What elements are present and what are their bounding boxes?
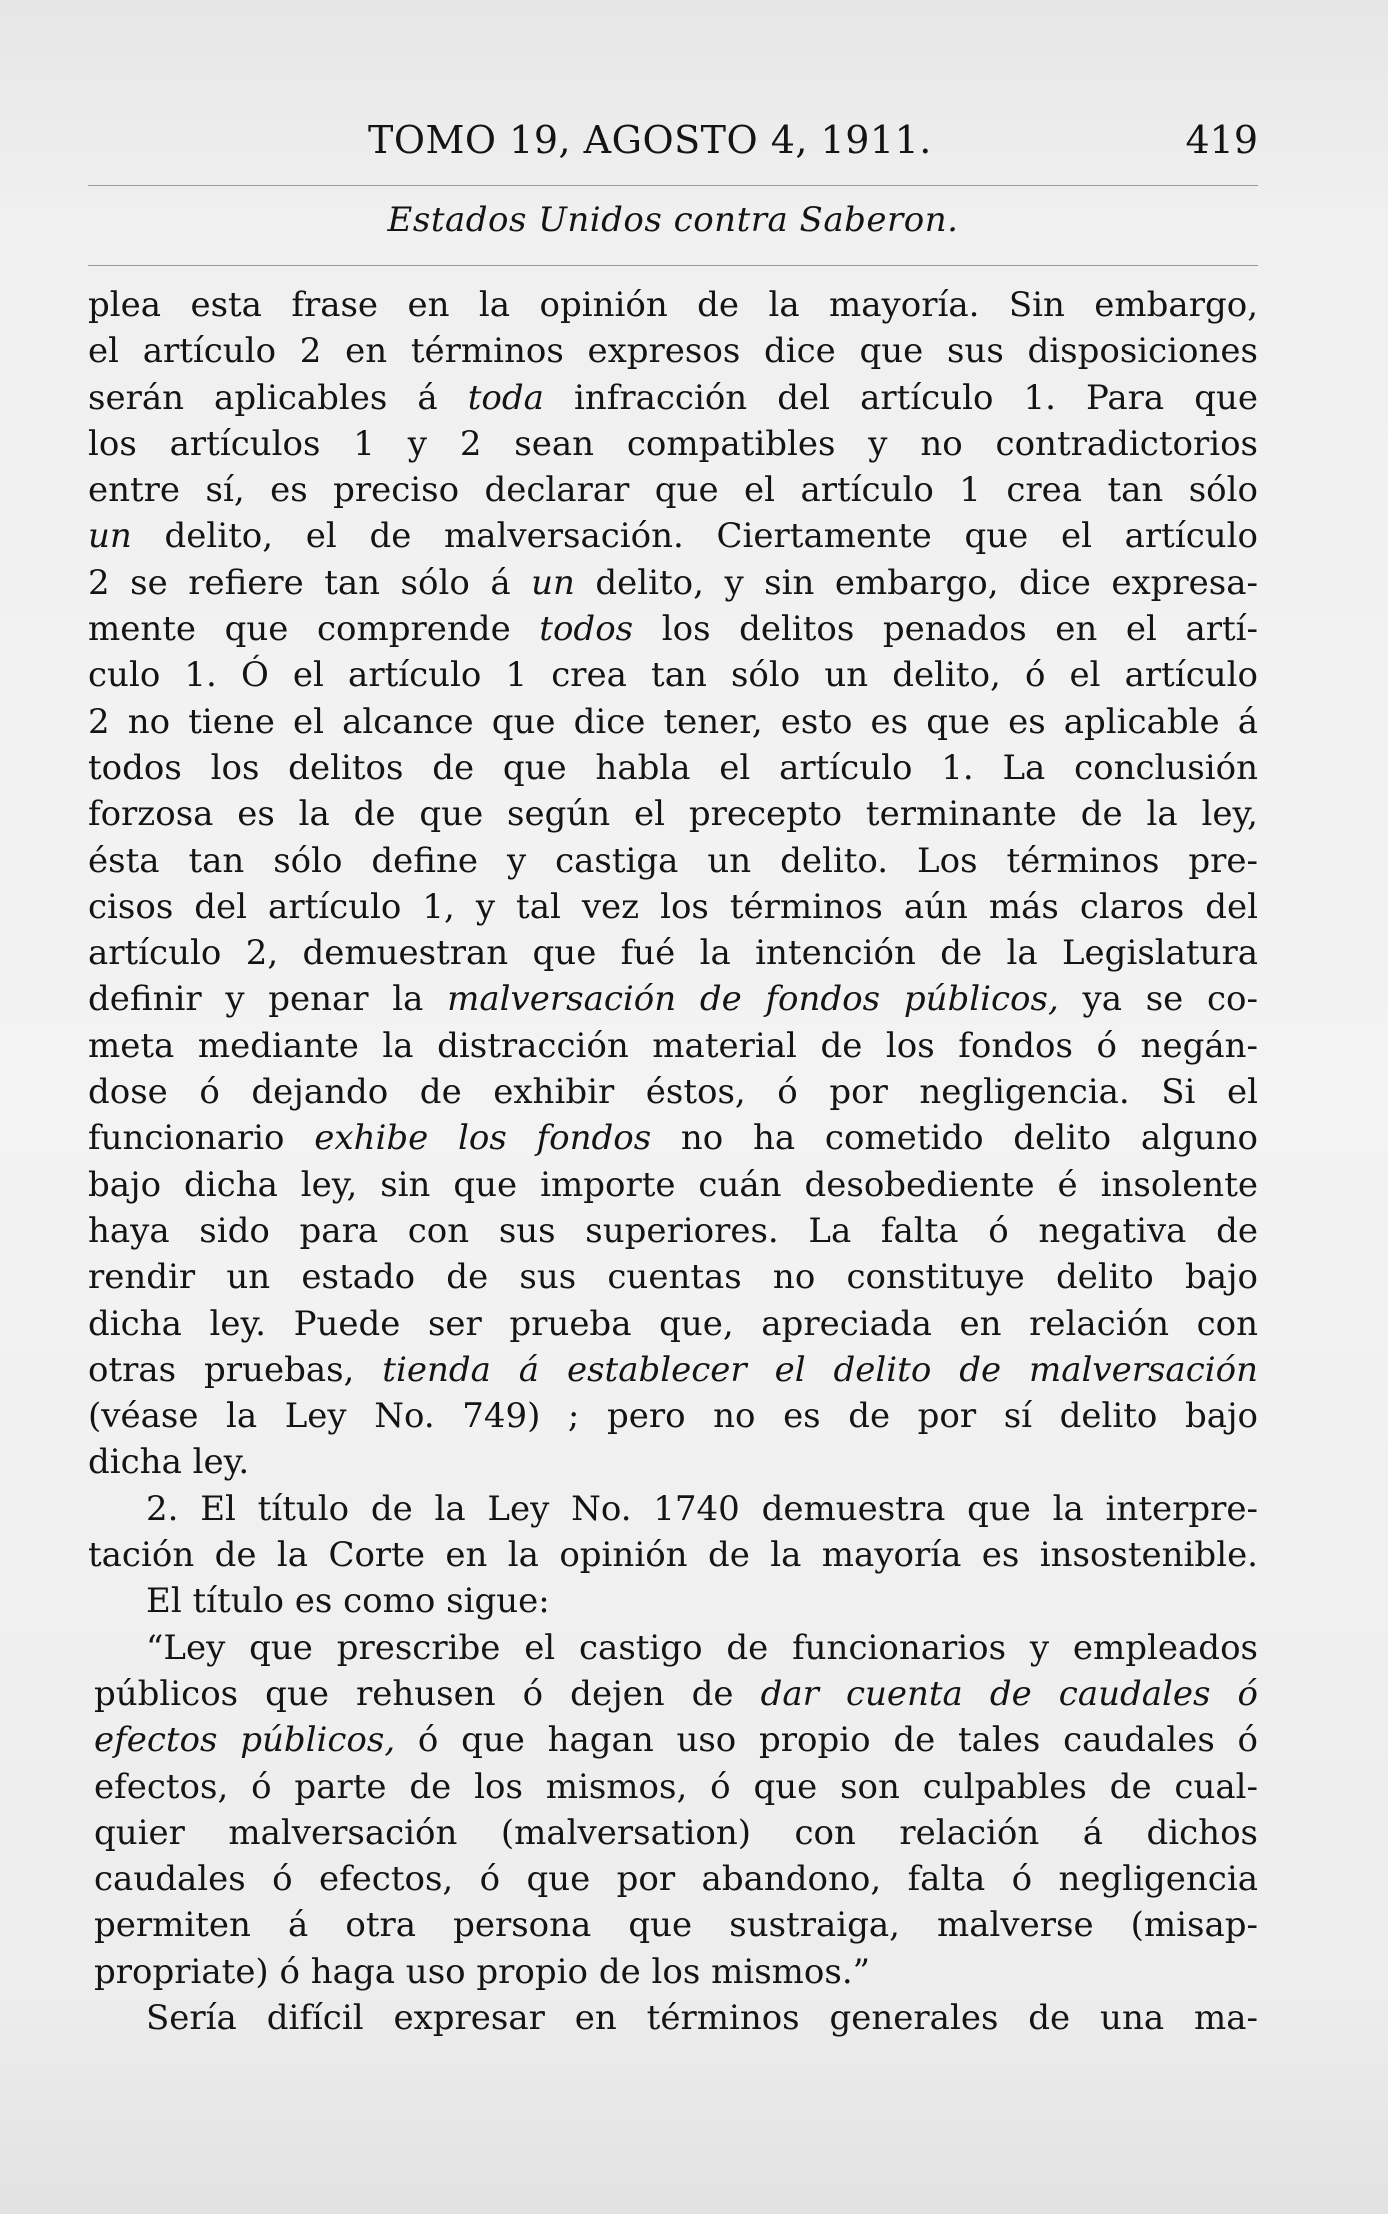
running-head: TOMO 19, AGOSTO 4, 1911. xyxy=(368,118,932,162)
text-line: artículo 2, demuestran que fué la intención de la Legislatura xyxy=(88,933,1258,974)
text-line: caudales ó efectos, ó que por abandono, falta ó negligencia xyxy=(94,1859,1258,1900)
text-line: el artículo 2 en términos expresos dice que sus disposiciones xyxy=(88,331,1258,372)
text-line: plea esta frase en la opinión de la mayoría. Sin embargo, xyxy=(88,285,1258,325)
text-line: efectos públicos, ó que hagan uso propio de tales caudales ó xyxy=(94,1720,1258,1761)
page-header xyxy=(88,118,1258,178)
text-line: Sería difícil expresar en términos generales de una ma- xyxy=(146,1997,1258,2038)
text-line: forzosa es la de que según el precepto terminante de la ley, xyxy=(88,794,1258,835)
text-line: otras pruebas, tienda á establecer el delito de malversación xyxy=(88,1349,1258,1390)
header-rule xyxy=(88,185,1258,186)
text-line: dicha ley. xyxy=(88,1442,250,1483)
text-line: cisos del artículo 1, y tal vez los términos aún más claros del xyxy=(88,886,1258,927)
text-line: culo 1. Ó el artículo 1 crea tan sólo un delito, ó el artículo xyxy=(88,655,1258,696)
text-line: serán aplicables á toda infracción del artículo 1. Para que xyxy=(88,377,1258,418)
text-line: funcionario exhibe los fondos no ha cometido delito alguno xyxy=(88,1118,1258,1159)
text-line: entre sí, es preciso declarar que el artículo 1 crea tan sólo xyxy=(88,470,1258,511)
text-line: 2 se refiere tan sólo á un delito, y sin embargo, dice expresa- xyxy=(88,562,1258,603)
text-line: (véase la Ley No. 749) ; pero no es de por sí delito bajo xyxy=(88,1396,1258,1437)
text-line: públicos que rehusen ó dejen de dar cuenta de caudales ó xyxy=(94,1673,1258,1714)
text-line: tación de la Corte en la opinión de la mayoría es insostenible. xyxy=(88,1535,1258,1576)
text-line: El título es como sigue: xyxy=(146,1581,550,1622)
text-line: haya sido para con sus superiores. La falta ó negativa de xyxy=(88,1210,1258,1251)
text-line: quier malversación (malversation) con relación á dichos xyxy=(94,1812,1258,1853)
text-line: los artículos 1 y 2 sean compatibles y no contradictorios xyxy=(88,423,1258,464)
text-line: dose ó dejando de exhibir éstos, ó por negligencia. Si el xyxy=(88,1072,1258,1113)
text-line: 2. El título de la Ley No. 1740 demuestra que la interpre- xyxy=(146,1488,1258,1529)
text-line: mente que comprende todos los delitos penados en el artí- xyxy=(88,609,1258,650)
text-line: un delito, el de malversación. Ciertamente que el artículo xyxy=(88,516,1258,557)
text-line: 2 no tiene el alcance que dice tener, esto es que es aplicable á xyxy=(88,701,1258,742)
text-line: efectos, ó parte de los mismos, ó que son culpables de cual- xyxy=(94,1766,1258,1807)
body-text xyxy=(88,282,1258,2041)
title-rule xyxy=(88,265,1258,266)
text-line: meta mediante la distracción material de los fondos ó negán- xyxy=(88,1025,1258,1066)
text-line: ésta tan sólo define y castiga un delito. Los términos pre- xyxy=(88,840,1258,881)
text-line: bajo dicha ley, sin que importe cuán desobediente é insolente xyxy=(88,1164,1258,1205)
text-line: todos los delitos de que habla el artículo 1. La conclusión xyxy=(88,747,1258,788)
text-line: rendir un estado de sus cuentas no constituye delito bajo xyxy=(88,1257,1258,1298)
text-line: dicha ley. Puede ser prueba que, apreciada en relación con xyxy=(88,1303,1258,1344)
text-line: permiten á otra persona que sustraiga, malverse (misap- xyxy=(94,1905,1258,1946)
text-line: “Ley que prescribe el castigo de funcionarios y empleados xyxy=(146,1627,1258,1668)
case-title: Estados Unidos contra Saberon. xyxy=(387,200,959,240)
text-line: propriate) ó haga uso propio de los mismos.” xyxy=(94,1951,871,1992)
page-number: 419 xyxy=(1185,118,1258,162)
text-line: definir y penar la malversación de fondos públicos, ya se co- xyxy=(88,979,1258,1020)
